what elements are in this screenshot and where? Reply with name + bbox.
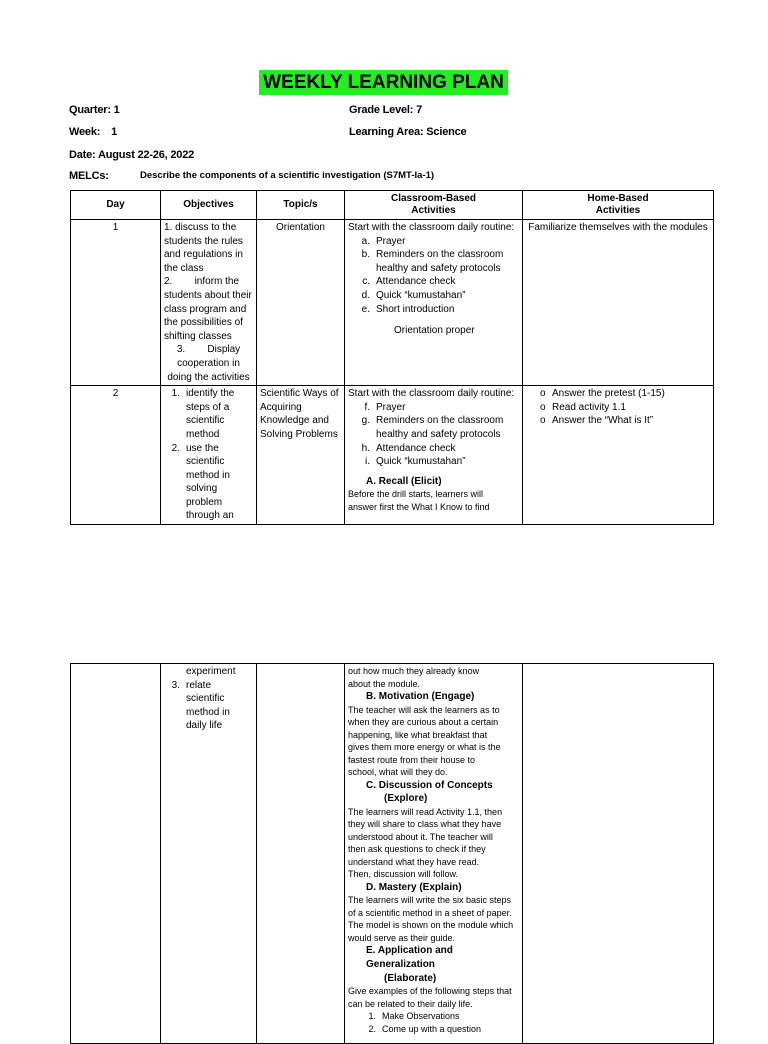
classroom-activities-cell [345,664,523,1044]
text-line: school, what will they do. [348,767,448,778]
routine-intro: Start with the classroom daily routine: [348,222,515,233]
recall-heading: A. Recall (Elicit) [366,475,442,487]
application-step [348,1010,519,1023]
text-line: The teacher will ask the learners as to [348,704,500,715]
list-item-text: identify the [186,388,235,400]
mastery-text [348,894,519,944]
text-line: understand what they have read. [348,856,480,867]
objective-line [164,719,253,733]
classroom-activities-cell [345,386,523,525]
home-activity-text: Answer the “What is It” [552,415,654,427]
application-text [348,985,519,1010]
home-activity-text: Read activity 1.1 [552,401,626,413]
home-activities-cell [523,664,714,1044]
list-item-text: Quick “kumustahan” [376,289,466,301]
routine-intro: Start with the classroom daily routine: [348,388,515,400]
list-item-text: Prayer [376,235,406,247]
list-item-text: daily life [186,720,223,732]
text-line: then ask questions to check if they [348,844,486,855]
routine-list [348,401,519,469]
routine-item [348,289,519,303]
quarter-label: Quarter: [69,104,111,116]
objective-line: the possibilities of [164,317,243,329]
header-home-activities [523,191,714,220]
objectives-list [164,221,253,384]
text-line: The learners will write the six basic steps [348,895,512,906]
motivation-text [348,704,519,779]
topic-line: Knowledge and [260,415,329,427]
home-activities-list [526,387,710,428]
objective-line [164,387,253,401]
list-item-text: method in [186,469,230,481]
list-item-text: Attendance check [376,442,456,454]
objectives-cell [161,220,257,386]
learning-area-label: Learning Area: [349,126,424,138]
objectives-cell [161,386,257,525]
day-cell [71,664,161,1044]
application-heading: E. Application and Generalization [366,945,453,970]
list-item-number: e. [361,303,370,315]
header-objectives: Objectives [161,191,257,220]
grade-level-field [349,104,422,116]
objective-line [164,679,253,693]
date-label: Date: [69,149,96,161]
objective-line: class program and [164,303,247,315]
objective-line [164,692,253,706]
topic-lines [260,387,341,441]
list-item-text: solving [186,483,218,495]
routine-item [348,401,519,415]
plan-table-page-1 [70,190,714,525]
objective-line [164,455,253,469]
list-item-text: Make Observations [382,1011,460,1022]
routine-item [348,455,519,469]
topic-cell [257,664,345,1044]
routine-item [348,428,519,442]
list-item-text: relate [186,679,212,691]
list-item-text: scientific [186,693,225,705]
grade-level-value: 7 [416,104,423,116]
list-item-number: 1. [171,388,180,400]
list-item-number: 2. [368,1023,376,1034]
recall-text-continued [348,665,519,690]
discussion-subheading: (Explore) [384,793,428,805]
objective-line: 1. discuss to the [164,222,237,233]
motivation-heading: B. Motivation (Engage) [366,691,475,702]
quarter-value: 1 [113,104,120,116]
recall-line: answer first the What I Know to find [348,501,490,512]
grade-level-label: Grade Level: [349,104,414,116]
list-item-text: Reminders on the classroom [376,415,504,427]
text-line: can be related to their daily life. [348,998,473,1009]
home-activity-item [540,387,710,401]
day-cell: 2 [71,386,161,525]
list-item-text: steps of a [186,401,230,413]
classroom-activities-cell [345,220,523,386]
home-activity-item [540,401,710,415]
list-item-text: method in [186,706,230,718]
application-steps-list [348,1010,519,1035]
day-cell: 1 [71,220,161,386]
routine-item [348,275,519,289]
routine-item [348,303,519,317]
list-item-text: healthy and safety protocols [376,428,501,440]
list-item-text: scientific [186,456,225,468]
mastery-heading: D. Mastery (Explain) [366,881,462,893]
text-line: fastest route from their house to [348,754,476,765]
header-row [71,191,714,220]
melcs-description: Describe the components of a scientific investigation (S7MT-Ia-1) [140,170,435,181]
header-classroom-activities [345,191,523,220]
objectives-list [164,387,253,523]
text-line: happening, like what breakfast that [348,729,488,740]
text-line: Give examples of the following steps that [348,986,512,997]
week-label: Week: [69,126,101,138]
list-item-number: b. [361,249,370,261]
objective-line: 3. Display [176,344,241,356]
text-line: The learners will read Activity 1.1, then [348,806,503,817]
text-line: when they are curious about a certain [348,717,499,728]
objective-line [164,496,253,510]
table-row-day-2-continued [71,664,714,1044]
circle-bullet-icon: o [540,415,546,427]
topic-line: Acquiring [260,401,302,413]
text-line: gives them more energy or what is the [348,742,501,753]
home-activity-text: Answer the pretest (1-15) [552,388,665,400]
objective-line [164,414,253,428]
application-step [348,1023,519,1036]
circle-bullet-icon: o [540,401,546,413]
objective-line [164,706,253,720]
objective-line: students about their [164,289,252,301]
text-line: they will share to class what they have [348,819,502,830]
topic-cell: Orientation [257,220,345,386]
text-line: out how much they already know [348,666,480,676]
header-classroom-line2: Activities [411,205,456,216]
routine-item [348,235,519,249]
page-title: WEEKLY LEARNING PLAN [259,70,508,95]
text-line: The model is shown on the module which [348,920,514,931]
table-row-day-1 [71,220,714,386]
list-item-text: Come up with a question [382,1023,482,1034]
list-item-number: c. [362,276,370,288]
objective-line [164,442,253,456]
topic-cell [257,386,345,525]
recall-text [348,488,519,513]
objective-line: cooperation in [177,357,240,369]
header-home-line2: Activities [595,205,641,216]
list-item-text: scientific [186,415,225,427]
objective-line [164,469,253,483]
week-value: 1 [111,126,117,138]
melcs-label: MELCs: [69,170,109,182]
list-item-text: problem [186,496,223,508]
routine-item [348,262,519,276]
header-home-line1: Home-Based [587,193,649,204]
learning-area-field [349,126,466,138]
header-day: Day [71,191,161,220]
list-item-text: through an [186,510,234,522]
list-item-text: Reminders on the classroom [376,249,504,261]
quarter-field [69,104,120,116]
plan-table-page-2 [70,663,714,1044]
list-item-number: 2. [171,442,180,454]
list-item-number: 3. [171,679,180,691]
list-item-text: experiment [186,666,236,677]
objective-line: 2. inform the [164,276,240,288]
header-topics: Topic/s [257,191,345,220]
routine-item [348,442,519,456]
objective-line: doing the activities [167,371,250,383]
date-field [69,149,194,161]
week-field [69,126,117,138]
objectives-cell [161,664,257,1044]
home-activity-item [540,414,710,428]
text-line: of a scientific method in a sheet of paper. [348,907,512,918]
text-line: Then, discussion will follow. [348,869,459,880]
discussion-text [348,806,519,881]
topic-line: Solving Problems [260,428,338,440]
list-item-text: Prayer [376,401,406,413]
recall-line: Before the drill starts, learners will [348,489,484,500]
objective-line [164,482,253,496]
list-item-text: Attendance check [376,276,456,288]
list-item-number: i. [365,456,370,468]
objective-line: and regulations in [164,249,243,261]
list-item-text: Short introduction [376,303,455,315]
text-line: about the module. [348,678,421,689]
text-line: would serve as their guide. [348,932,456,943]
list-item-number: g. [361,415,370,427]
routine-item [348,414,519,428]
topic-line: Scientific Ways of [260,388,339,400]
list-item-number: f. [364,401,370,413]
objective-line: students the rules [164,235,243,247]
objectives-list [164,665,253,733]
home-activities-cell: Familiarize themselves with the modules [523,220,714,386]
text-line: understood about it. The teacher will [348,831,493,842]
list-item-text: use the [186,442,219,454]
discussion-heading: C. Discussion of Concepts [366,779,493,791]
objective-line [164,509,253,523]
header-classroom-line1: Classroom-Based [390,193,477,204]
routine-item [348,248,519,262]
table-row-day-2 [71,386,714,525]
circle-bullet-icon: o [540,388,546,400]
list-item-text: Quick “kumustahan” [376,456,466,468]
list-item-number: h. [361,442,370,454]
orientation-proper: Orientation proper [394,325,475,337]
objective-line: the class [164,262,204,274]
list-item-text: healthy and safety protocols [376,262,501,274]
list-item-number: 1. [368,1011,376,1022]
date-value: August 22-26, 2022 [97,149,195,161]
objective-line [164,428,253,442]
learning-area-value: Science [426,126,467,138]
list-item-number: d. [361,289,370,301]
objective-line: shifting classes [164,330,232,342]
objective-line [164,665,253,679]
application-subheading: (Elaborate) [384,972,437,984]
list-item-text: method [186,428,220,440]
routine-list [348,235,519,317]
objective-line [164,401,253,415]
home-activities-cell [523,386,714,525]
list-item-number: a. [361,235,370,247]
